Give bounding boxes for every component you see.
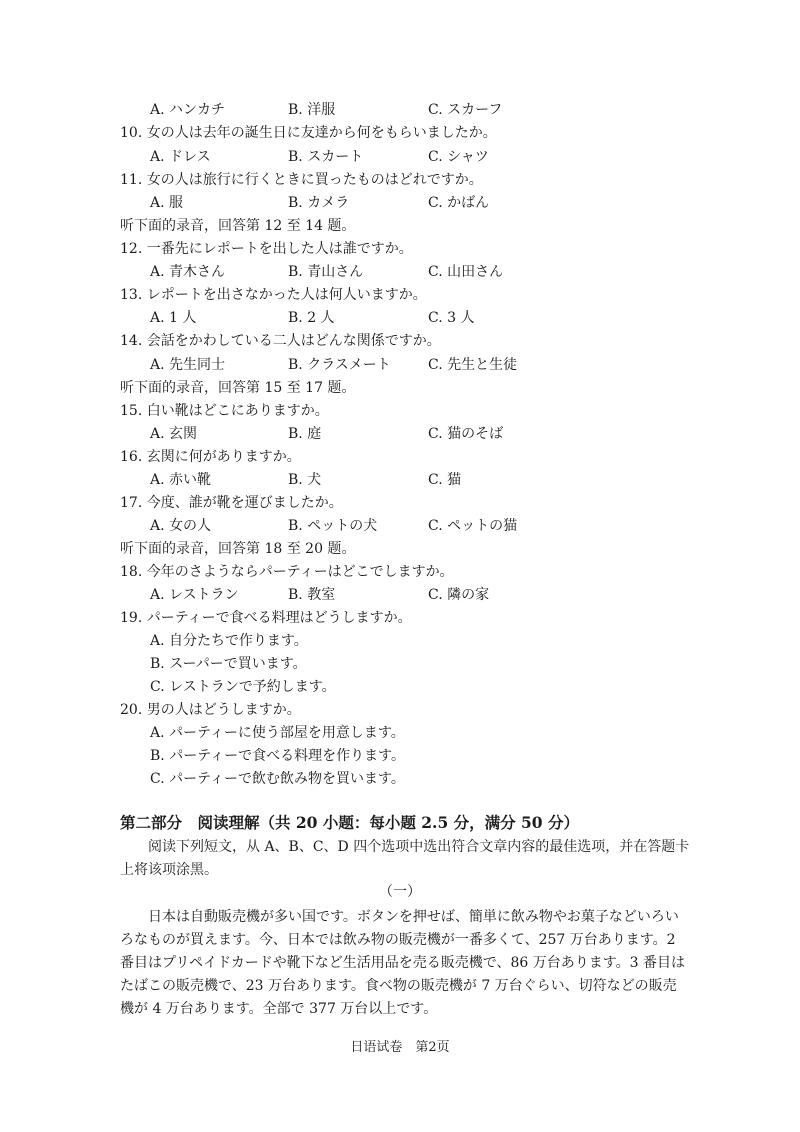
question-15: 15. 白い靴はどこにありますか。	[120, 403, 329, 419]
option-c: C. 3 人	[428, 310, 475, 326]
option-c: C. かばん	[428, 195, 490, 211]
option-a: A. 青木さん	[150, 264, 226, 280]
instruction-15-17: 听下面的录音，回答第 15 至 17 题。	[120, 380, 356, 396]
option-b: B. クラスメート	[288, 357, 391, 373]
option-c: C. 隣の家	[428, 587, 490, 603]
instruction-18-20: 听下面的录音，回答第 18 至 20 题。	[120, 541, 356, 557]
option-c: C. 山田さん	[428, 264, 504, 280]
option-c: C. 猫のそば	[428, 426, 504, 442]
question-18: 18. 今年のさようならパーティーはどこでしますか。	[120, 564, 454, 580]
q20-option-c: C. パーティーで飲む飲み物を買います。	[150, 771, 405, 787]
q20-option-b: B. パーティーで食べる料理を作ります。	[150, 748, 405, 764]
option-c: C. ペットの猫	[428, 518, 518, 534]
option-b: B. 洋服	[288, 102, 336, 118]
question-14: 14. 会話をかわしている二人はどんな関係ですか。	[120, 333, 441, 349]
option-b: B. 庭	[288, 426, 322, 442]
option-c: C. スカーフ	[428, 102, 503, 118]
option-b: B. 2 人	[288, 310, 335, 326]
q19-option-b: B. スーパーで買います。	[150, 656, 307, 672]
page-footer: 日语试卷 第2页	[350, 1040, 450, 1055]
question-11: 11. 女の人は旅行に行くときに買ったものはどれですか。	[120, 172, 483, 188]
option-a: A. ハンカチ	[150, 102, 226, 118]
option-a: A. レストラン	[150, 587, 239, 603]
question-12: 12. 一番先にレポートを出した人は誰ですか。	[120, 241, 413, 257]
part2-title: 第二部分 阅读理解（共 20 小题：每小题 2.5 分，满分 50 分）	[120, 813, 579, 832]
option-b: B. 青山さん	[288, 264, 364, 280]
option-c: C. 先生と生徒	[428, 357, 518, 373]
instruction-12-14: 听下面的录音，回答第 12 至 14 题。	[120, 218, 356, 234]
q19-option-c: C. レストランで予約します。	[150, 679, 336, 695]
passage-text: 日本は自動販売機が多い国です。ボタンを押せば、簡単に飲み物やお菓子などいろいろなものが買えます。今、日本では飲み物の販売機が一番多くて、257 万台あります。2 番目はプリペイドカードや靴下など生活用品を売る販売機で、86 万台あります。3 番目はたばこの販売機で、23 万台あります。食べ物の販売機が 7 万台ぐらい、切符などの販売機が 4 万台あります。全部で 377 万台以上です。	[120, 909, 685, 1017]
option-b: B. ペットの犬	[288, 518, 378, 534]
option-c: C. シャツ	[428, 149, 489, 165]
q20-option-a: A. パーティーに使う部屋を用意します。	[150, 725, 405, 741]
option-a: A. ドレス	[150, 149, 211, 165]
question-19: 19. パーティーで食べる料理はどうしますか。	[120, 610, 412, 626]
question-17: 17. 今度、誰が靴を運びましたか。	[120, 495, 343, 511]
option-c: C. 猫	[428, 472, 462, 488]
option-b: B. 犬	[288, 472, 322, 488]
question-10: 10. 女の人は去年の誕生日に友達から何をもらいましたか。	[120, 125, 497, 141]
option-a: A. 赤い靴	[150, 472, 212, 488]
option-b: B. カメラ	[288, 195, 350, 211]
question-13: 13. レポートを出さなかった人は何人いますか。	[120, 287, 427, 303]
option-a: A. 1 人	[150, 310, 197, 326]
option-b: B. 教室	[288, 587, 336, 603]
option-a: A. 服	[150, 195, 184, 211]
question-20: 20. 男の人はどうしますか。	[120, 702, 301, 718]
part2-instruction: 阅读下列短文，从 A、B、C、D 四个选项中选出符合文章内容的最佳选项，并在答题卡上将该项涂黑。	[120, 839, 690, 878]
passage-label: （一）	[379, 884, 421, 900]
option-a: A. 女の人	[150, 518, 212, 534]
q19-option-a: A. 自分たちで作ります。	[150, 633, 308, 649]
question-16: 16. 玄関に何がありますか。	[120, 449, 301, 465]
option-a: A. 玄関	[150, 426, 198, 442]
option-a: A. 先生同士	[150, 357, 226, 373]
option-b: B. スカート	[288, 149, 364, 165]
